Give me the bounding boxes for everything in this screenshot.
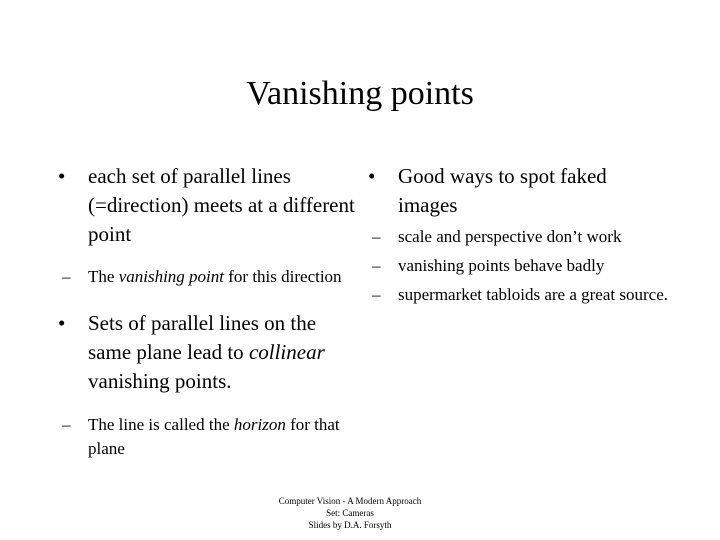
- footer-line: Computer Vision - A Modern Approach: [278, 496, 422, 506]
- bullet-faked-images: [368, 162, 668, 220]
- dash-mark: –: [62, 267, 71, 286]
- bullet-mark: •: [58, 311, 66, 335]
- sub-text-pre: The line is called the: [88, 415, 234, 434]
- sub-text: scale and perspective don’t work: [398, 227, 622, 246]
- bullet-parallel-lines: [58, 162, 358, 249]
- sub-bullet-horizon: [58, 413, 358, 461]
- slide-title: Vanishing points: [246, 75, 474, 112]
- sub-text-em: vanishing point: [118, 267, 224, 286]
- sub-bullet-vanishing-behave: [368, 254, 668, 278]
- bullet-mark: •: [368, 164, 376, 188]
- sub-text-post: for this direction: [224, 267, 342, 286]
- sub-bullet-tabloids: [368, 283, 668, 307]
- left-column: [58, 162, 358, 461]
- bullet-text-em: collinear: [248, 340, 325, 364]
- sub-text: supermarket tabloids are a great source.: [398, 285, 668, 304]
- footer-line: Slides by D.A. Forsyth: [308, 520, 392, 530]
- footer-line: Set: Cameras: [326, 508, 374, 518]
- right-column: [368, 162, 668, 307]
- dash-mark: –: [372, 285, 381, 304]
- slide-footer: [250, 495, 450, 531]
- sub-bullet-vanishing-point: [58, 265, 358, 289]
- bullet-text-pre: Sets of parallel lines on the same plane lead to: [88, 311, 317, 364]
- sub-text-post: for that plane: [88, 415, 340, 458]
- bullet-text: each set of parallel lines (=direction) meets at a different point: [88, 164, 355, 246]
- dash-mark: –: [372, 256, 381, 275]
- dash-mark: –: [62, 415, 71, 434]
- sub-text: vanishing points behave badly: [398, 256, 605, 275]
- bullet-text: Good ways to spot faked images: [398, 164, 607, 217]
- bullet-collinear: [58, 309, 358, 396]
- dash-mark: –: [372, 227, 381, 246]
- bullet-text-post: vanishing points.: [88, 369, 232, 393]
- sub-bullet-scale-perspective: [368, 225, 668, 249]
- sub-text-pre: The: [88, 267, 119, 286]
- sub-text-em: horizon: [233, 415, 286, 434]
- bullet-mark: •: [58, 164, 66, 188]
